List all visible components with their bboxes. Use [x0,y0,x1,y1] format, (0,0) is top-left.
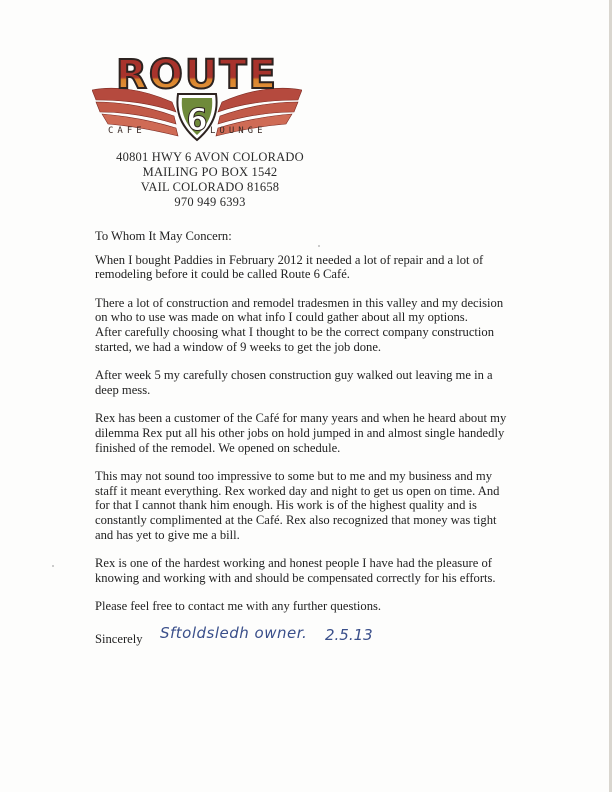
paper-speck [52,565,54,567]
handwritten-date: 2.5.13 [325,626,373,644]
paragraph: After week 5 my carefully chosen construction guy walked out leaving me in a deep mess. [95,368,493,397]
closing: Sincerely [95,632,143,646]
salutation: To Whom It May Concern: [95,229,232,243]
paragraph: When I bought Paddies in February 2012 it needed a lot of repair and a lot of remodeling before it could be called Route 6 Café. [95,252,484,282]
letter-body [95,229,515,628]
logo-cafe-text: CAFE [108,126,146,136]
phone-number: 970 949 6393 [174,195,246,209]
paragraph: Rex has been a customer of the Café for many years and when he heard about my dilemma Rex put all his other jobs on hold jumped in and almost single handedly finished of the remodel. We opened on schedule. [95,411,507,455]
handwritten-signature: Sftoldsledh owner. [160,624,308,642]
paragraph: There a lot of construction and remodel tradesmen in this valley and my decision on who to use was made on what info I could gather about all my options. [95,295,504,325]
paragraph: Please feel free to contact me with any further questions. [95,599,382,614]
logo-lounge-text: LOUNGE [210,126,267,136]
paragraph: This may not sound too impressive to some but to me and my business and my staff it meant everything. Rex worked day and night to get us open on time. And for that I cannot thank him enough. His work is of the highest quality and is constantly complimented at the Café. Rex also recognized that money was tight and has yet to give me a bill. [95,469,500,542]
address-block [100,150,320,210]
address-line: VAIL COLORADO 81658 [140,180,280,194]
paragraph: After carefully choosing what I thought to be the correct company construction started, we had a window of 9 weeks to get the job done. [95,324,495,354]
address-line: MAILING PO BOX 1542 [142,165,278,179]
logo-route-text: ROUTE [116,52,278,98]
paragraph: Rex is one of the hardest working and honest people I have had the pleasure of knowing and working with and should be compensated correctly for his efforts. [95,556,496,585]
address-line: 40801 HWY 6 AVON COLORADO [116,150,304,164]
paper-speck [318,245,320,247]
shield-number: 6 [186,103,208,138]
